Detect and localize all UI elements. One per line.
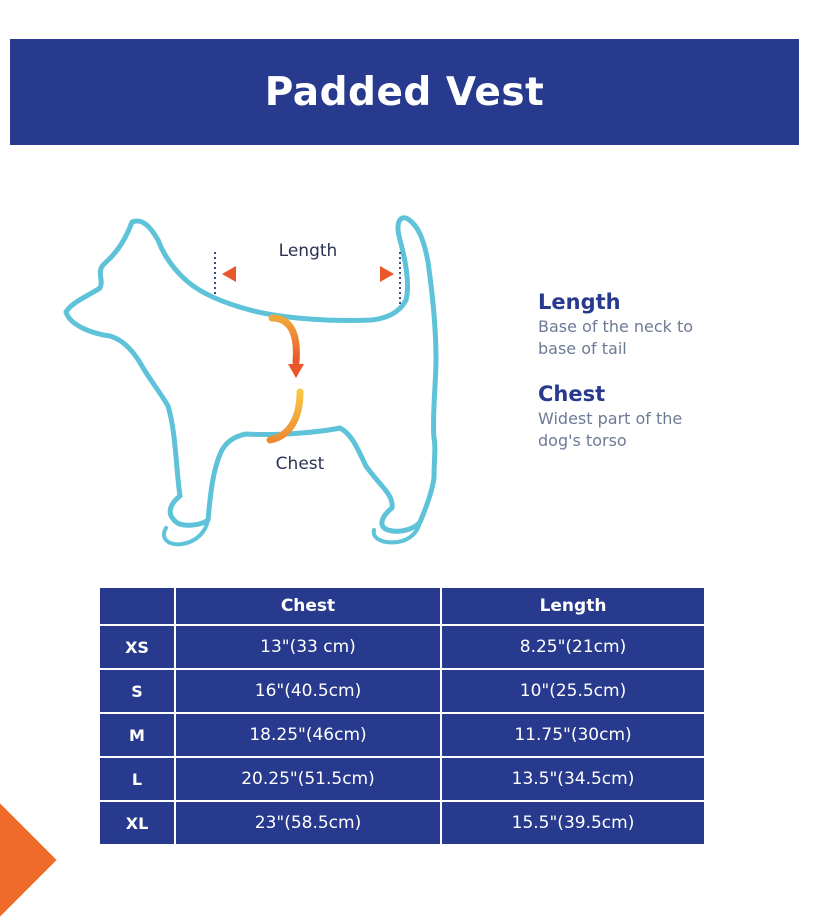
hind-leg-line [374, 522, 420, 542]
length-cell: 8.25"(21cm) [441, 625, 704, 669]
legend-length-heading: Length [538, 290, 621, 314]
page-title: Padded Vest [264, 69, 545, 115]
size-chart-table [100, 588, 704, 844]
chest-cell: 18.25"(46cm) [175, 713, 441, 757]
table-row [100, 713, 704, 757]
length-cell: 10"(25.5cm) [441, 669, 704, 713]
front-paw-line [164, 520, 208, 544]
decorative-corner-shape [0, 803, 57, 916]
length-cell: 11.75"(30cm) [441, 713, 704, 757]
table-row [100, 669, 704, 713]
length-cell: 15.5"(39.5cm) [441, 801, 704, 844]
header-chest: Chest [175, 588, 441, 625]
length-arrow [222, 266, 394, 282]
legend-length [538, 290, 778, 360]
table-header-row [100, 588, 704, 625]
table-row [100, 625, 704, 669]
legend-length-description: Base of the neck to base of tail [538, 317, 694, 358]
legend-chest-description: Widest part of the dog's torso [538, 409, 683, 450]
table-row [100, 757, 704, 801]
size-cell: S [100, 669, 175, 713]
table-row [100, 801, 704, 844]
size-cell: XS [100, 625, 175, 669]
legend-chest [538, 382, 778, 452]
legend-chest-heading: Chest [538, 382, 606, 406]
chest-label: Chest [275, 454, 325, 474]
dog-outline [66, 218, 436, 532]
chest-cell: 20.25"(51.5cm) [175, 757, 441, 801]
title-banner [10, 39, 799, 145]
header-size [100, 588, 175, 625]
chest-arrow [270, 318, 304, 440]
size-cell: XL [100, 801, 175, 844]
header-length: Length [441, 588, 704, 625]
size-cell: L [100, 757, 175, 801]
measurement-legend [538, 290, 778, 452]
chest-cell: 23"(58.5cm) [175, 801, 441, 844]
length-label: Length [278, 241, 338, 261]
length-cell: 13.5"(34.5cm) [441, 757, 704, 801]
size-cell: M [100, 713, 175, 757]
chest-cell: 16"(40.5cm) [175, 669, 441, 713]
chest-cell: 13"(33 cm) [175, 625, 441, 669]
